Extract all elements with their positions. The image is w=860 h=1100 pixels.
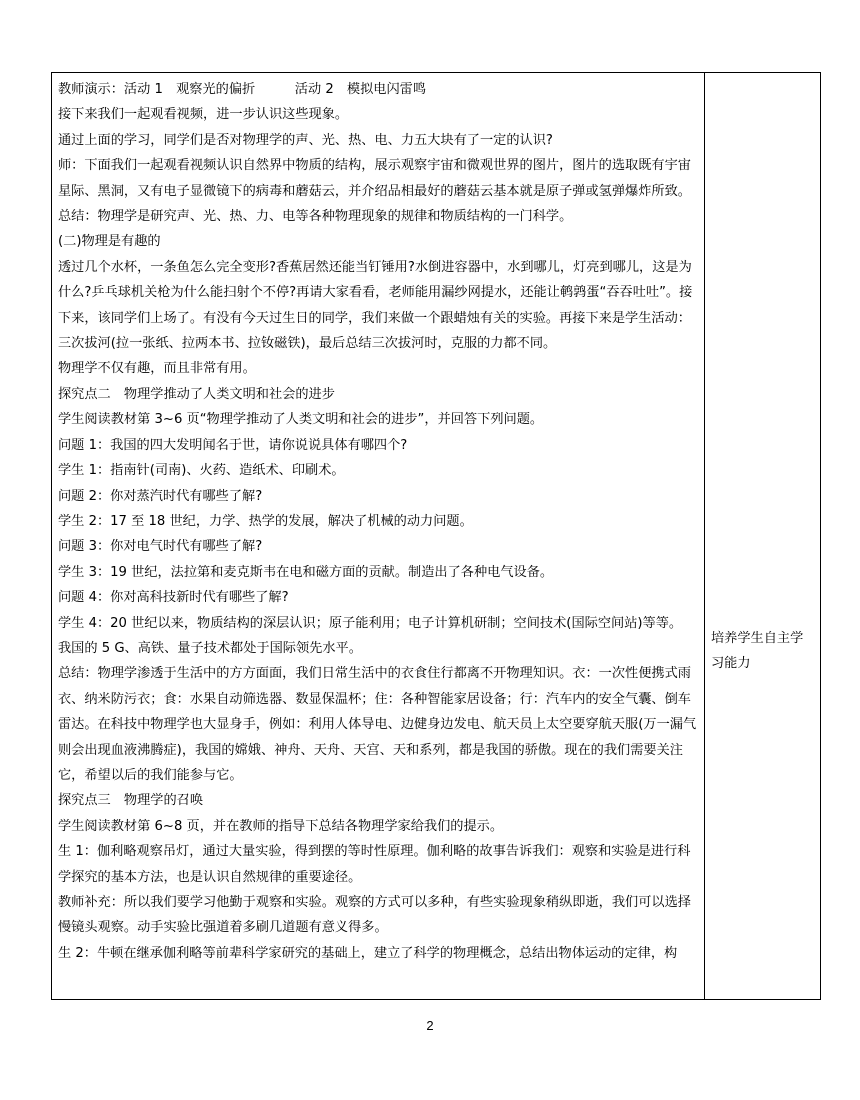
paragraph-china-tech: 我国的 5 G、高铁、量子技术都处于国际领先水平。 <box>58 640 362 656</box>
design-intent-cell <box>705 73 821 1000</box>
teaching-process-cell <box>52 73 705 1000</box>
side-note: 培养学生自主学习能力 <box>711 630 804 671</box>
paragraph-teacher-demo: 教师演示：活动 1 观察光的偏折 活动 2 模拟电闪雷鸣 <box>58 82 427 97</box>
section-heading-inquiry-three: 探究点三 物理学的召唤 <box>58 793 204 809</box>
table-row <box>52 73 821 1000</box>
paragraph-read-textbook-3-6: 学生阅读教材第 3~6 页“物理学推动了人类文明和社会的进步”，并回答下列问题。 <box>58 412 544 428</box>
paragraph-summary-daily-life: 总结：物理学渗透于生活中的方方面面，我们日常生活中的衣食住行都离不开物理知识。衣：一次性便携式雨衣、纳米防污衣；食：水果自动筛选器、数显保温杯；住：各种智能家居设备；行：汽车内的安全气囊、倒车雷达。在科技中物理学也大显身手，例如：利用人体导电、边健身边发电、航天员上太空要穿航天服(万一漏气则会出现血液沸腾症)，我国的嫦娥、神舟、天舟、天宫、天和系列，都是我国的骄傲。现在的我们需要关注它，希望以后的我们能参与它。 <box>58 666 697 783</box>
paragraph-physics-useful: 物理学不仅有趣，而且非常有用。 <box>58 361 256 377</box>
answer-1: 学生 1：指南针(司南)、火药、造纸术、印刷术。 <box>58 463 345 479</box>
section-heading-physics-fun: (二)物理是有趣的 <box>58 234 161 250</box>
paragraph-watch-video: 接下来我们一起观看视频，进一步认识这些现象。 <box>58 107 349 123</box>
paragraph-student-2-newton: 生 2：牛顿在继承伽利略等前辈科学家研究的基础上，建立了科学的物理概念，总结出物体运动的定律，构 <box>58 945 678 961</box>
answer-2: 学生 2：17 至 18 世纪，力学、热学的发展，解决了机械的动力问题。 <box>58 513 473 529</box>
question-2: 问题 2：你对蒸汽时代有哪些了解? <box>58 488 263 504</box>
paragraph-teacher-supplement: 教师补充：所以我们要学习他勤于观察和实验。观察的方式可以多种，有些实验现象稍纵即逝，我们可以选择慢镜头观察。动手实验比强道着多刷几道题有意义得多。 <box>58 895 691 936</box>
answer-3: 学生 3：19 世纪，法拉第和麦克斯韦在电和磁方面的贡献。制造出了各种电气设备。 <box>58 564 554 580</box>
paragraph-summary-definition: 总结：物理学是研究声、光、热、力、电等各种物理现象的规律和物质结构的一门科学。 <box>58 209 573 225</box>
page-number: 2 <box>426 1018 434 1033</box>
question-1: 问题 1：我国的四大发明闻名于世，请你说说具体有哪四个? <box>58 437 408 453</box>
paragraph-student-1-galileo: 生 1：伽利略观察吊灯，通过大量实验，得到摆的等时性原理。伽利略的故事告诉我们：观察和实验是进行科学探究的基本方法，也是认识自然规律的重要途径。 <box>58 844 691 885</box>
teaching-process-content <box>52 73 704 997</box>
paragraph-read-textbook-6-8: 学生阅读教材第 6~8 页，并在教师的指导下总结各物理学家给我们的提示。 <box>58 818 504 834</box>
paragraph-fun-experiments: 透过几个水杯，一条鱼怎么完全变形?香蕉居然还能当钉锤用?水倒进容器中，水到哪儿，灯亮到哪儿，这是为什么?乒乓球机关枪为什么能扫射个不停?再请大家看看，老师能用漏纱网提水，还能让鹌鹑蛋“吞吞吐吐”。接下来，该同学们上场了。有没有今天过生日的同学，我们来做一个跟蜡烛有关的实验。再接下来是学生活动：三次拔河(拉一张纸、拉两本书、拉钕磁铁)，最后总结三次拔河时，克服的力都不同。 <box>58 259 693 352</box>
answer-4: 学生 4：20 世纪以来，物质结构的深层认识；原子能利用；电子计算机研制；空间技术(国际空间站)等等。 <box>58 615 683 631</box>
question-3: 问题 3：你对电气时代有哪些了解? <box>58 539 263 555</box>
lesson-plan-table <box>51 72 821 1000</box>
paragraph-matter-structure: 师：下面我们一起观看视频认识自然界中物质的结构，展示观察宇宙和微观世界的图片，图片的选取既有宇宙星际、黑洞，又有电子显微镜下的病毒和蘑菇云，并介绍品相最好的蘑菇云基本就是原子弹或氢弹爆炸所致。 <box>58 158 691 199</box>
paragraph-five-areas: 通过上面的学习，同学们是否对物理学的声、光、热、电、力五大块有了一定的认识? <box>58 132 553 148</box>
section-heading-inquiry-two: 探究点二 物理学推动了人类文明和社会的进步 <box>58 386 335 402</box>
question-4: 问题 4：你对高科技新时代有哪些了解? <box>58 590 289 606</box>
